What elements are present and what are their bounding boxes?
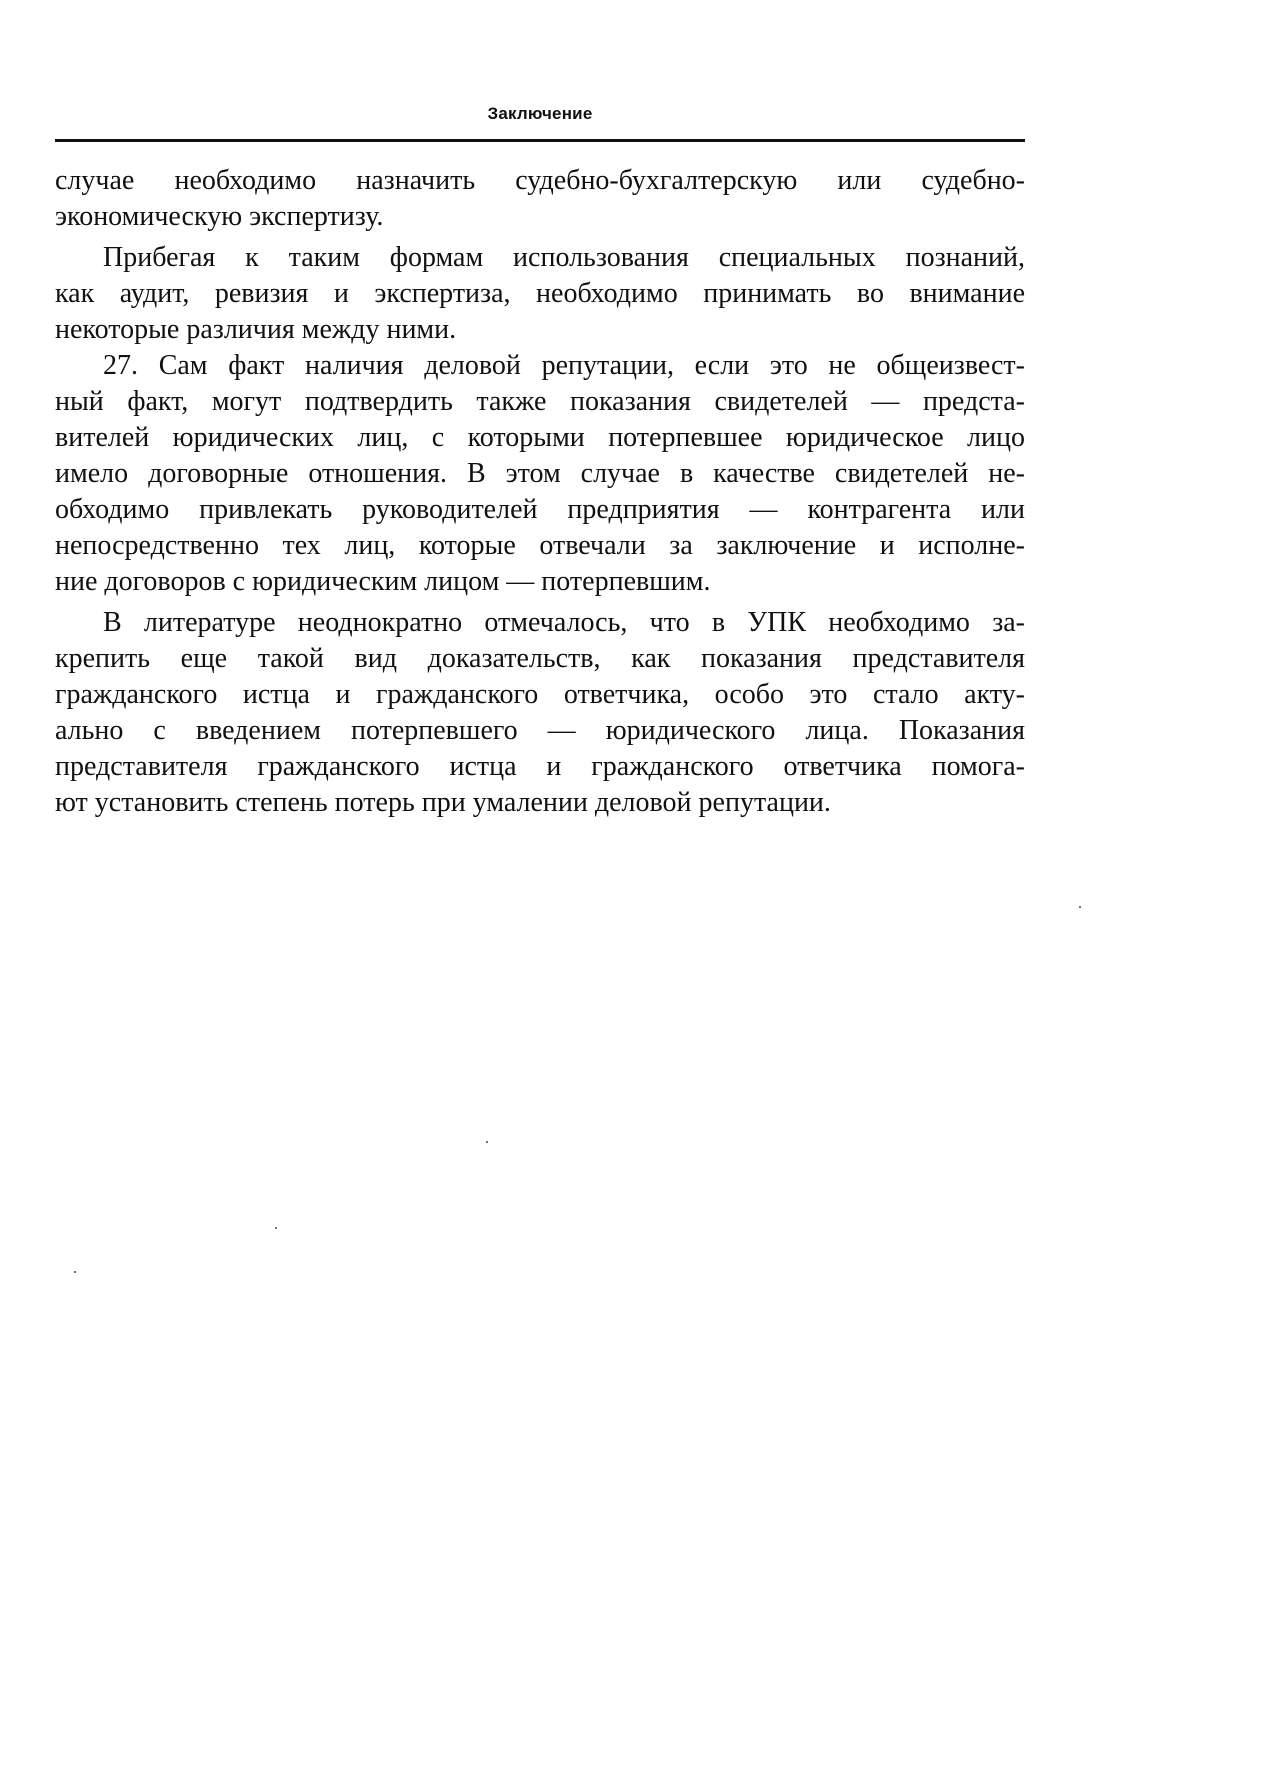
scan-speck	[275, 1227, 277, 1229]
text-line: 27. Сам факт наличия деловой репутации, если это не общеизвест-	[103, 350, 1025, 381]
scan-speck	[74, 1271, 76, 1273]
paragraph-literature	[55, 605, 1025, 821]
text-line: экономическую экспертизу.	[55, 201, 384, 232]
text-line: обходимо привлекать руководителей предприятия — контрагента или	[55, 494, 1025, 525]
text-line: ние договоров с юридическим лицом — потерпевшим.	[55, 566, 711, 597]
body-text	[55, 163, 1025, 821]
text-line: некоторые различия между ними.	[55, 314, 457, 345]
header-rule	[55, 139, 1025, 142]
text-line: ный факт, могут подтвердить также показания свидетелей — предста-	[55, 386, 1025, 417]
paragraph-27	[55, 348, 1025, 600]
text-line: вителей юридических лиц, с которыми потерпевшее юридическое лицо	[55, 422, 1025, 453]
running-header: Заключение	[487, 104, 593, 123]
text-line: ально с введением потерпевшего — юридического лица. Показания	[55, 715, 1025, 746]
text-line: В литературе неоднократно отмечалось, что в УПК необходимо за-	[103, 607, 1025, 638]
text-line: Прибегая к таким формам использования специальных познаний,	[103, 242, 1025, 273]
paragraph-continuation	[55, 163, 1025, 235]
scan-speck	[486, 1141, 488, 1143]
text-line: крепить еще такой вид доказательств, как показания представителя	[55, 643, 1025, 674]
text-line: гражданского истца и гражданского ответчика, особо это стало акту-	[55, 679, 1025, 710]
text-line: имело договорные отношения. В этом случае в качестве свидетелей не-	[55, 458, 1025, 489]
scan-speck	[1079, 906, 1081, 908]
text-line: представителя гражданского истца и гражданского ответчика помога-	[55, 751, 1025, 782]
paragraph-audit	[55, 240, 1025, 348]
text-line: случае необходимо назначить судебно-бухгалтерскую или судебно-	[55, 165, 1025, 196]
text-line: непосредственно тех лиц, которые отвечали за заключение и исполне-	[55, 530, 1025, 561]
text-line: ют установить степень потерь при умалении деловой репутации.	[55, 787, 831, 818]
text-line: как аудит, ревизия и экспертиза, необходимо принимать во внимание	[55, 278, 1025, 309]
